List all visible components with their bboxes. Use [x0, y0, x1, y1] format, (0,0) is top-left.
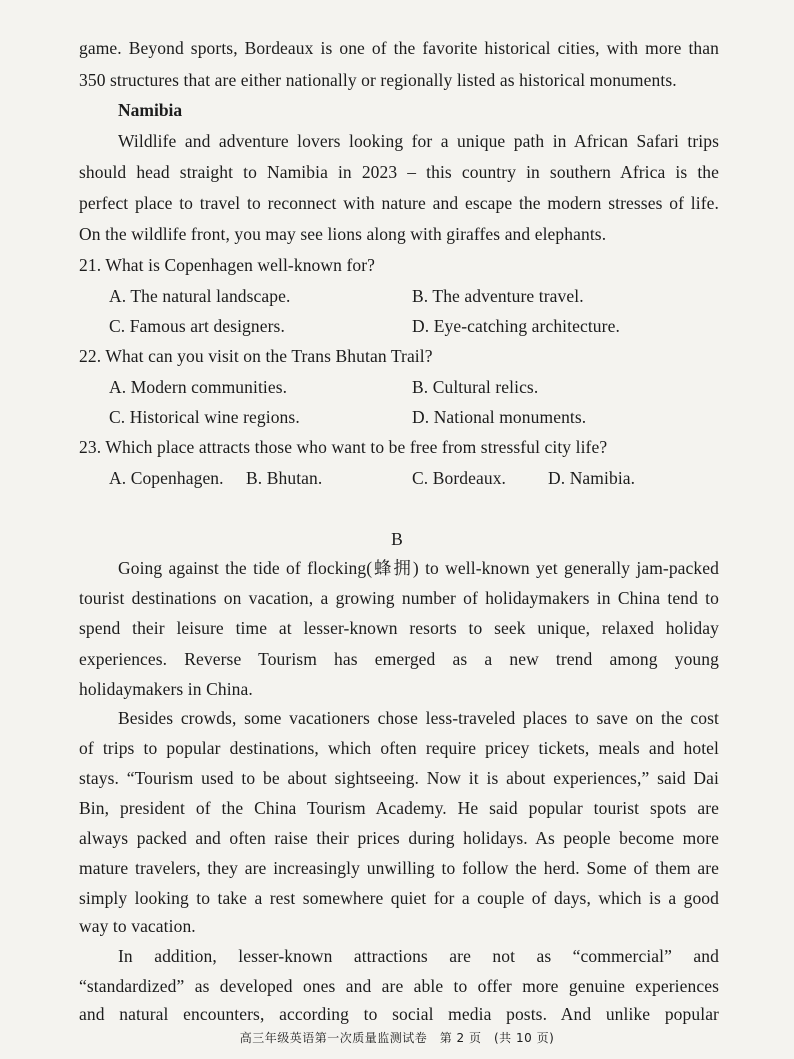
passage-b-p1-line-4: experiences. Reverse Tourism has emerged as a new trend among young — [79, 649, 719, 669]
question-23-option-b: B. Bhutan. — [246, 468, 323, 488]
passage-b-p3-line-2: “standardized” as developed ones and are able to offer more genuine experiences — [79, 976, 719, 996]
question-21-option-b: B. The adventure travel. — [412, 286, 584, 306]
passage-b-heading: B — [391, 529, 403, 549]
bordeaux-line-2: 350 structures that are either nationally or regionally listed as historical monuments. — [79, 70, 677, 90]
question-23-option-a: A. Copenhagen. — [109, 468, 224, 488]
passage-b-p2-line-2: of trips to popular destinations, which often require pricey tickets, meals and hotel — [79, 738, 719, 758]
passage-b-p2-line-6: mature travelers, they are increasingly unwilling to follow the herd. Some of them are — [79, 858, 719, 878]
question-21-option-d: D. Eye-catching architecture. — [412, 316, 620, 336]
passage-b-p3-line-1: In addition, lesser-known attractions are not as “commercial” and — [118, 946, 719, 966]
bordeaux-line-1: game. Beyond sports, Bordeaux is one of the favorite historical cities, with more than — [79, 38, 719, 58]
question-22-stem: 22. What can you visit on the Trans Bhutan Trail? — [79, 346, 433, 366]
question-22-option-a: A. Modern communities. — [109, 377, 288, 397]
page-footer: 高三年级英语第一次质量监测试卷 第 2 页 (共 10 页) — [239, 1031, 555, 1045]
namibia-line-1: Wildlife and adventure lovers looking for a unique path in African Safari trips — [118, 131, 719, 151]
question-21-option-c: C. Famous art designers. — [109, 316, 285, 336]
passage-b-p2-line-1: Besides crowds, some vacationers chose less-traveled places to save on the cost — [118, 708, 719, 728]
passage-b-p1-line-1: Going against the tide of flocking(蜂拥) to well-known yet generally jam-packed — [118, 558, 719, 578]
question-21-stem: 21. What is Copenhagen well-known for? — [79, 255, 376, 275]
question-23-stem: 23. Which place attracts those who want to be free from stressful city life? — [79, 437, 608, 457]
question-22-option-d: D. National monuments. — [412, 407, 587, 427]
passage-b-p2-line-7: simply looking to take a rest somewhere quiet for a couple of days, which is a good — [79, 888, 719, 908]
passage-b-p2-line-5: always packed and often raise their prices during holidays. As people become more — [79, 828, 719, 848]
question-23-option-d: D. Namibia. — [548, 468, 636, 488]
namibia-line-4: On the wildlife front, you may see lions along with giraffes and elephants. — [79, 224, 607, 244]
namibia-line-2: should head straight to Namibia in 2023 – this country in southern Africa is the — [79, 162, 719, 182]
namibia-line-3: perfect place to travel to reconnect with nature and escape the modern stresses of life. — [79, 193, 719, 213]
question-22-option-b: B. Cultural relics. — [412, 377, 539, 397]
passage-b-p1-line-5: holidaymakers in China. — [79, 679, 253, 699]
passage-b-p1-line-2: tourist destinations on vacation, a growing number of holidaymakers in China tend to — [79, 588, 719, 608]
passage-b-p2-line-3: stays. “Tourism used to be about sightseeing. Now it is about experiences,” said Dai — [79, 768, 719, 788]
passage-b-p1-line-3: spend their leisure time at lesser-known resorts to seek unique, relaxed holiday — [79, 618, 719, 638]
passage-b-p2-line-4: Bin, president of the China Tourism Academy. He said popular tourist spots are — [79, 798, 719, 818]
passage-b-p2-line-8: way to vacation. — [79, 916, 196, 936]
question-23-option-c: C. Bordeaux. — [412, 468, 507, 488]
namibia-heading: Namibia — [118, 100, 183, 120]
passage-b-p3-line-3: and natural encounters, according to social media posts. And unlike popular — [79, 1004, 719, 1024]
question-21-option-a: A. The natural landscape. — [109, 286, 291, 306]
question-22-option-c: C. Historical wine regions. — [109, 407, 300, 427]
